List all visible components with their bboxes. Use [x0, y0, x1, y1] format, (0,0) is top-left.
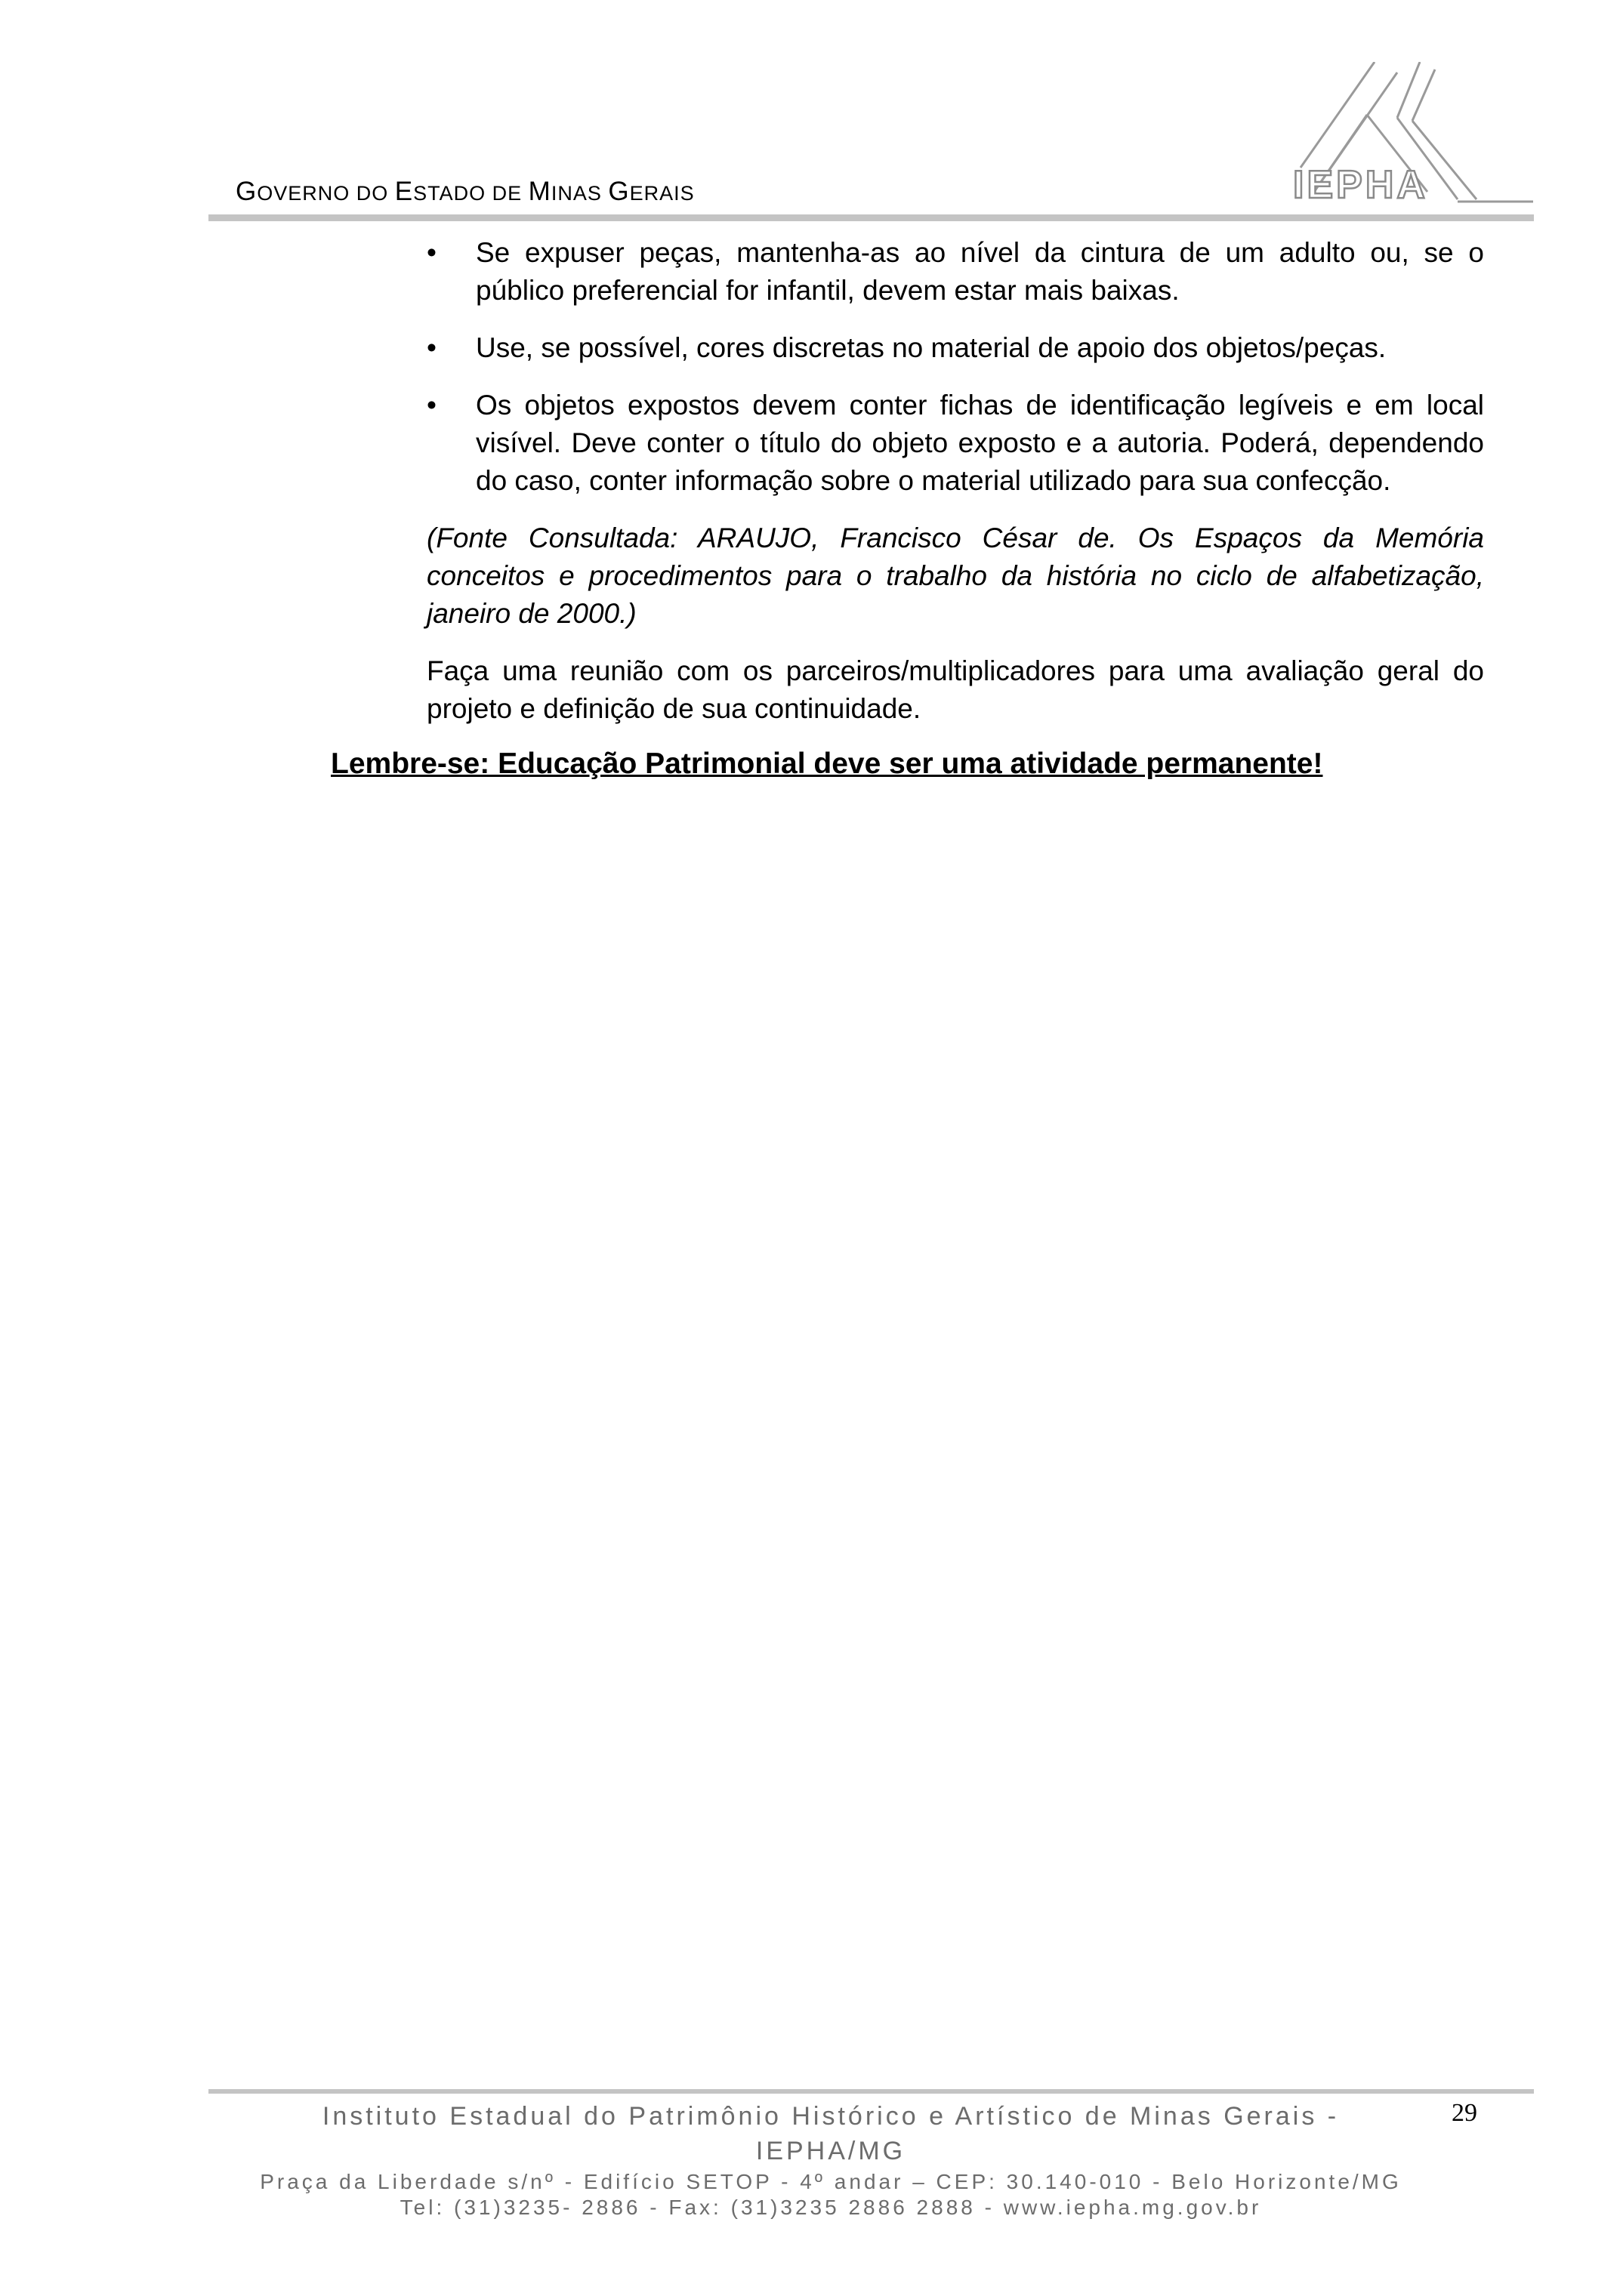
- footer-contact: Tel: (31)3235- 2886 - Fax: (31)3235 2886 2888 - www.iepha.mg.gov.br: [400, 2196, 1262, 2219]
- list-item-text: Use, se possível, cores discretas no material de apoio dos objetos/peças.: [476, 332, 1387, 363]
- header-divider: [208, 214, 1534, 221]
- bullet-icon: •: [427, 390, 437, 421]
- iepha-logo: [1284, 62, 1533, 209]
- header-title-part: OVERNO DO: [257, 182, 395, 205]
- body-paragraph: Faça uma reunião com os parceiros/multiplicadores para uma avaliação geral do projeto e definição de sua continuidade.: [427, 655, 1484, 724]
- list-item: [427, 234, 1484, 310]
- document-body: [427, 234, 1484, 747]
- header-title-cap: G: [236, 177, 258, 206]
- header-title-cap: M: [528, 177, 551, 206]
- footer-institution: Instituto Estadual do Patrimônio Histórico e Artístico de Minas Gerais -: [322, 2102, 1340, 2131]
- recommendation-list: [427, 234, 1484, 500]
- header-title-part: STADO DE: [413, 182, 529, 205]
- footer-acronym: IEPHA/MG: [755, 2137, 906, 2165]
- list-item: [427, 329, 1484, 367]
- reminder-heading: Lembre-se: Educação Patrimonial deve ser uma atividade permanente!: [331, 747, 1323, 780]
- list-item: [427, 387, 1484, 500]
- list-item-text: Se expuser peças, mantenha-as ao nível da cintura de um adulto ou, se o público preferencial for infantil, devem estar mais baixas.: [476, 237, 1484, 306]
- footer-divider: [208, 2089, 1534, 2094]
- header-title-part: ERAIS: [629, 182, 695, 205]
- list-item-text: Os objetos expostos devem conter fichas de identificação legíveis e em local visível. Deve conter o título do objeto exposto e a autoria. Poderá, dependendo do caso, conter informação sobre o material utilizado para sua confecção.: [476, 390, 1484, 496]
- page-number: 29: [1452, 2099, 1477, 2127]
- bullet-icon: •: [427, 332, 437, 363]
- header-title: [236, 177, 695, 207]
- header-title-part: INAS: [551, 182, 609, 205]
- bullet-icon: •: [427, 237, 437, 268]
- svg-text:IEPHA: IEPHA: [1293, 163, 1428, 207]
- footer-address: Praça da Liberdade s/nº - Edifício SETOP - 4º andar – CEP: 30.140-010 - Belo Horizonte/MG: [260, 2170, 1402, 2193]
- header-title-cap: E: [394, 177, 414, 206]
- header-title-cap: G: [608, 177, 630, 206]
- source-citation: (Fonte Consultada: ARAUJO, Francisco César de. Os Espaços da Memória conceitos e procedimentos para o trabalho da história no ciclo de alfabetização, janeiro de 2000.): [427, 522, 1484, 629]
